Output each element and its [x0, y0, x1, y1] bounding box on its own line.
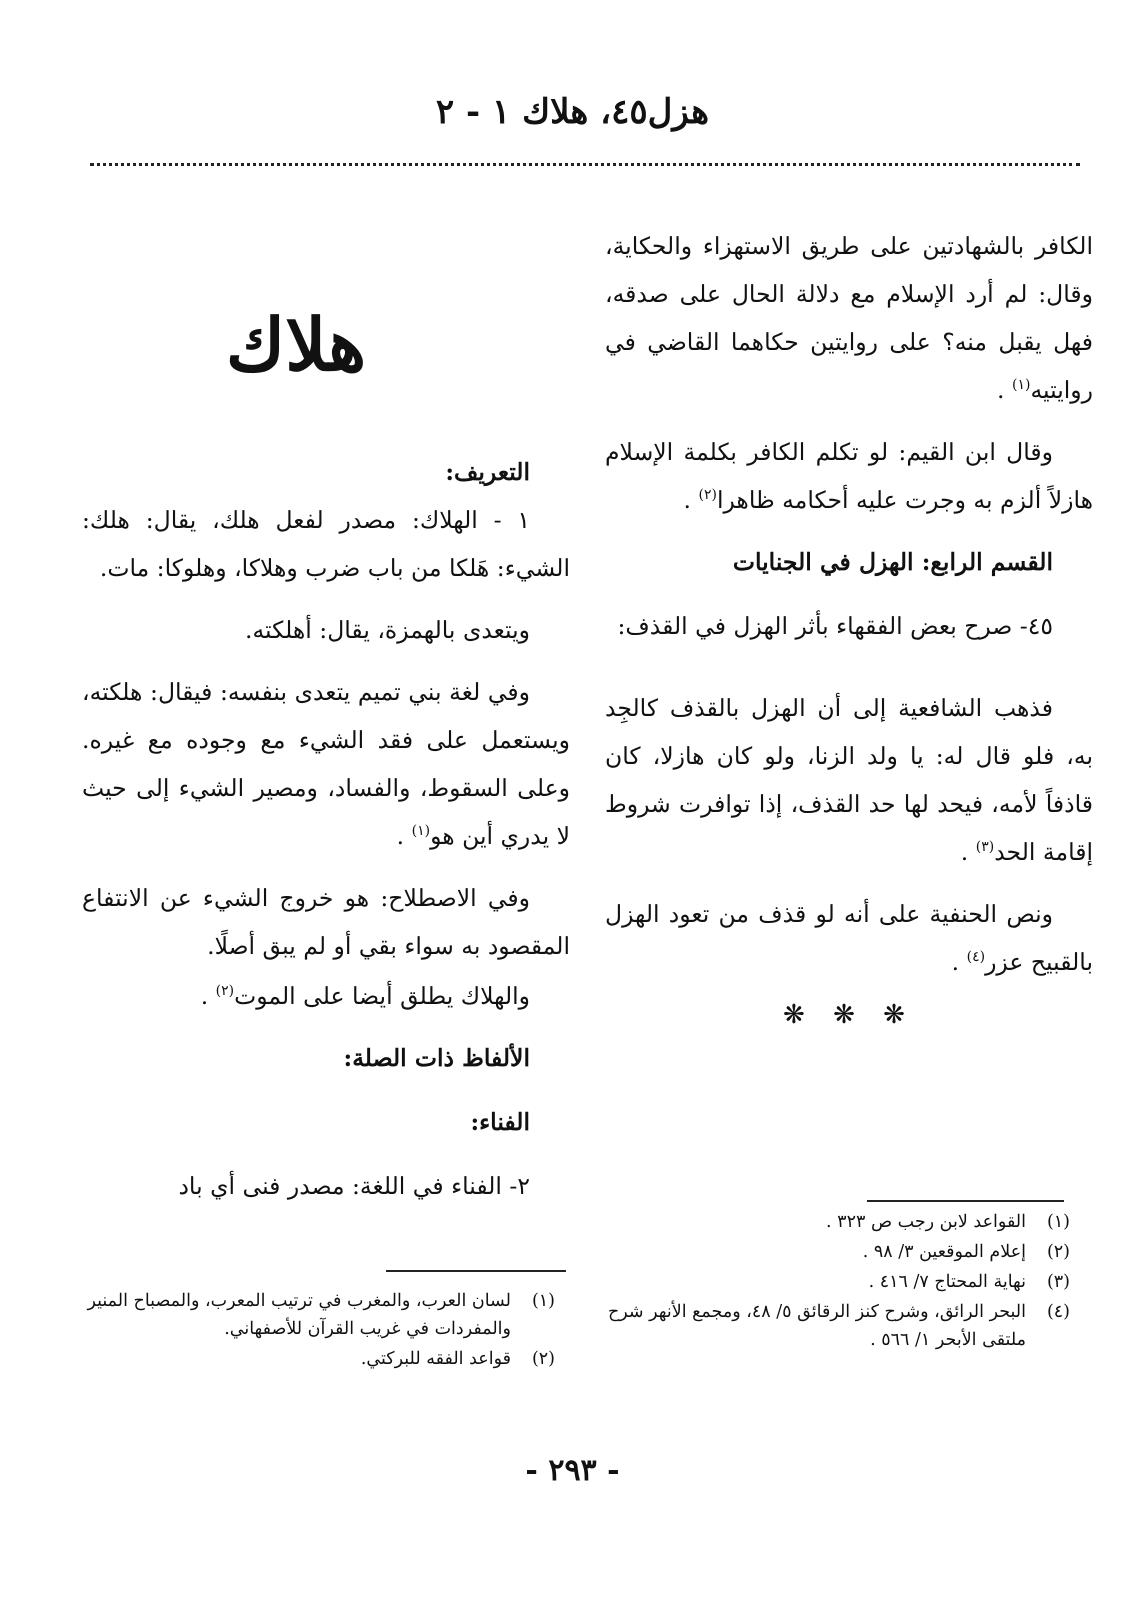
running-header: هزل٤٥، هلاك ١ - ٢ — [435, 92, 710, 132]
footnote: (٤) البحر الرائق، وشرح كنز الرقائق ٥/ ٤٨، ومجمع الأنهر شرح ملتقى الأبحر ١/ ٥٦٦ . — [607, 1302, 1070, 1350]
paragraph: ونص الحنفية على أنه لو قذف من تعود الهزل بالقبيح عزر$^{(٤)}$ . — [605, 900, 1093, 976]
section-heading: القسم الرابع: الهزل في الجنايات — [732, 548, 1053, 576]
section-separator: ❋ ❋ ❋ — [783, 1000, 915, 1030]
header-dotted-rule — [90, 163, 1080, 166]
entry-title: هلاك — [225, 302, 367, 387]
footnotes-right — [600, 1208, 1070, 1356]
footnote-rule — [867, 1200, 1064, 1202]
left-column — [82, 300, 570, 1224]
related-terms-heading: الألفاظ ذات الصلة: — [343, 1044, 530, 1072]
footnote-ref[interactable]: (٤) — [966, 949, 986, 966]
definition-heading: التعريف: — [445, 458, 530, 486]
paragraph: الكافر بالشهادتين على طريق الاستهزاء والحكاية، وقال: لم أرد الإسلام مع دلالة الحال على صدقه، فهل يقبل منه؟ على روايتين حكاهما القاضي في روايتيه$^{(١)}$ . — [605, 232, 1093, 404]
footnote: (٣) نهاية المحتاج ٧/ ٤١٦ . — [868, 1272, 1070, 1292]
footnote: (٢) إعلام الموقعين ٣/ ٩٨ . — [862, 1242, 1070, 1262]
right-column — [605, 222, 1093, 1030]
footnote: (٢) قواعد الفقه للبركتي. — [360, 1349, 555, 1369]
paragraph: وقال ابن القيم: لو تكلم الكافر بكلمة الإسلام هازلاً ألزم به وجرت عليه أحكامه ظاهرا$^{(٢)}$ . — [605, 438, 1093, 514]
paragraph: ٤٥- صرح بعض الفقهاء بأثر الهزل في القذف: — [617, 612, 1053, 640]
footnote-ref[interactable]: (١) — [1011, 377, 1031, 394]
page-number: - ٢٩٣ - — [525, 1453, 620, 1488]
fana-heading: الفناء: — [470, 1108, 530, 1136]
footnote-rule — [386, 1270, 566, 1272]
paragraph: ويتعدى بالهمزة، يقال: أهلكته. — [244, 616, 530, 644]
footnote: (١) لسان العرب، والمغرب في ترتيب المعرب، والمصباح المنير والمفردات في غريب القرآن للأصفهاني. — [87, 1291, 555, 1339]
footnote-ref[interactable]: (٢) — [698, 487, 717, 504]
paragraph: وفي الاصطلاح: هو خروج الشيء عن الانتفاع المقصود به سواء بقي أو لم يبق أصلًا. — [82, 884, 570, 960]
footnote-ref[interactable]: (٢) — [215, 983, 235, 1000]
footnote-ref[interactable]: (٣) — [975, 839, 995, 856]
footnote: (١) القواعد لابن رجب ص ٣٢٣ . — [826, 1212, 1070, 1232]
paragraph: ٢- الفناء في اللغة: مصدر فنى أي باد — [178, 1172, 530, 1200]
paragraph: وفي لغة بني تميم يتعدى بنفسه: فيقال: هلكته، ويستعمل على فقد الشيء مع وجوده مع غيره. وعلى السقوط، والفساد، ومصير الشيء إلى حيث لا يدري أين هو$^{(١)}$ . — [82, 678, 570, 850]
footnotes-left — [85, 1287, 555, 1375]
paragraph: ١ - الهلاك: مصدر لفعل هلك، يقال: هلك: الشيء: هَلكا من باب ضرب وهلاكا، وهلوكا: مات. — [82, 506, 570, 582]
paragraph: فذهب الشافعية إلى أن الهزل بالقذف كالجِد به، فلو قال له: يا ولد الزنا، ولو كان هازلا، كان قاذفاً لأمه، فيحد لها حد القذف، إذا توافرت شروط إقامة الحد$^{(٣)}$ . — [605, 694, 1093, 866]
footnote-ref[interactable]: (١) — [411, 823, 431, 840]
paragraph: والهلاك يطلق أيضا على الموت$^{(٢)}$ . — [200, 982, 530, 1010]
